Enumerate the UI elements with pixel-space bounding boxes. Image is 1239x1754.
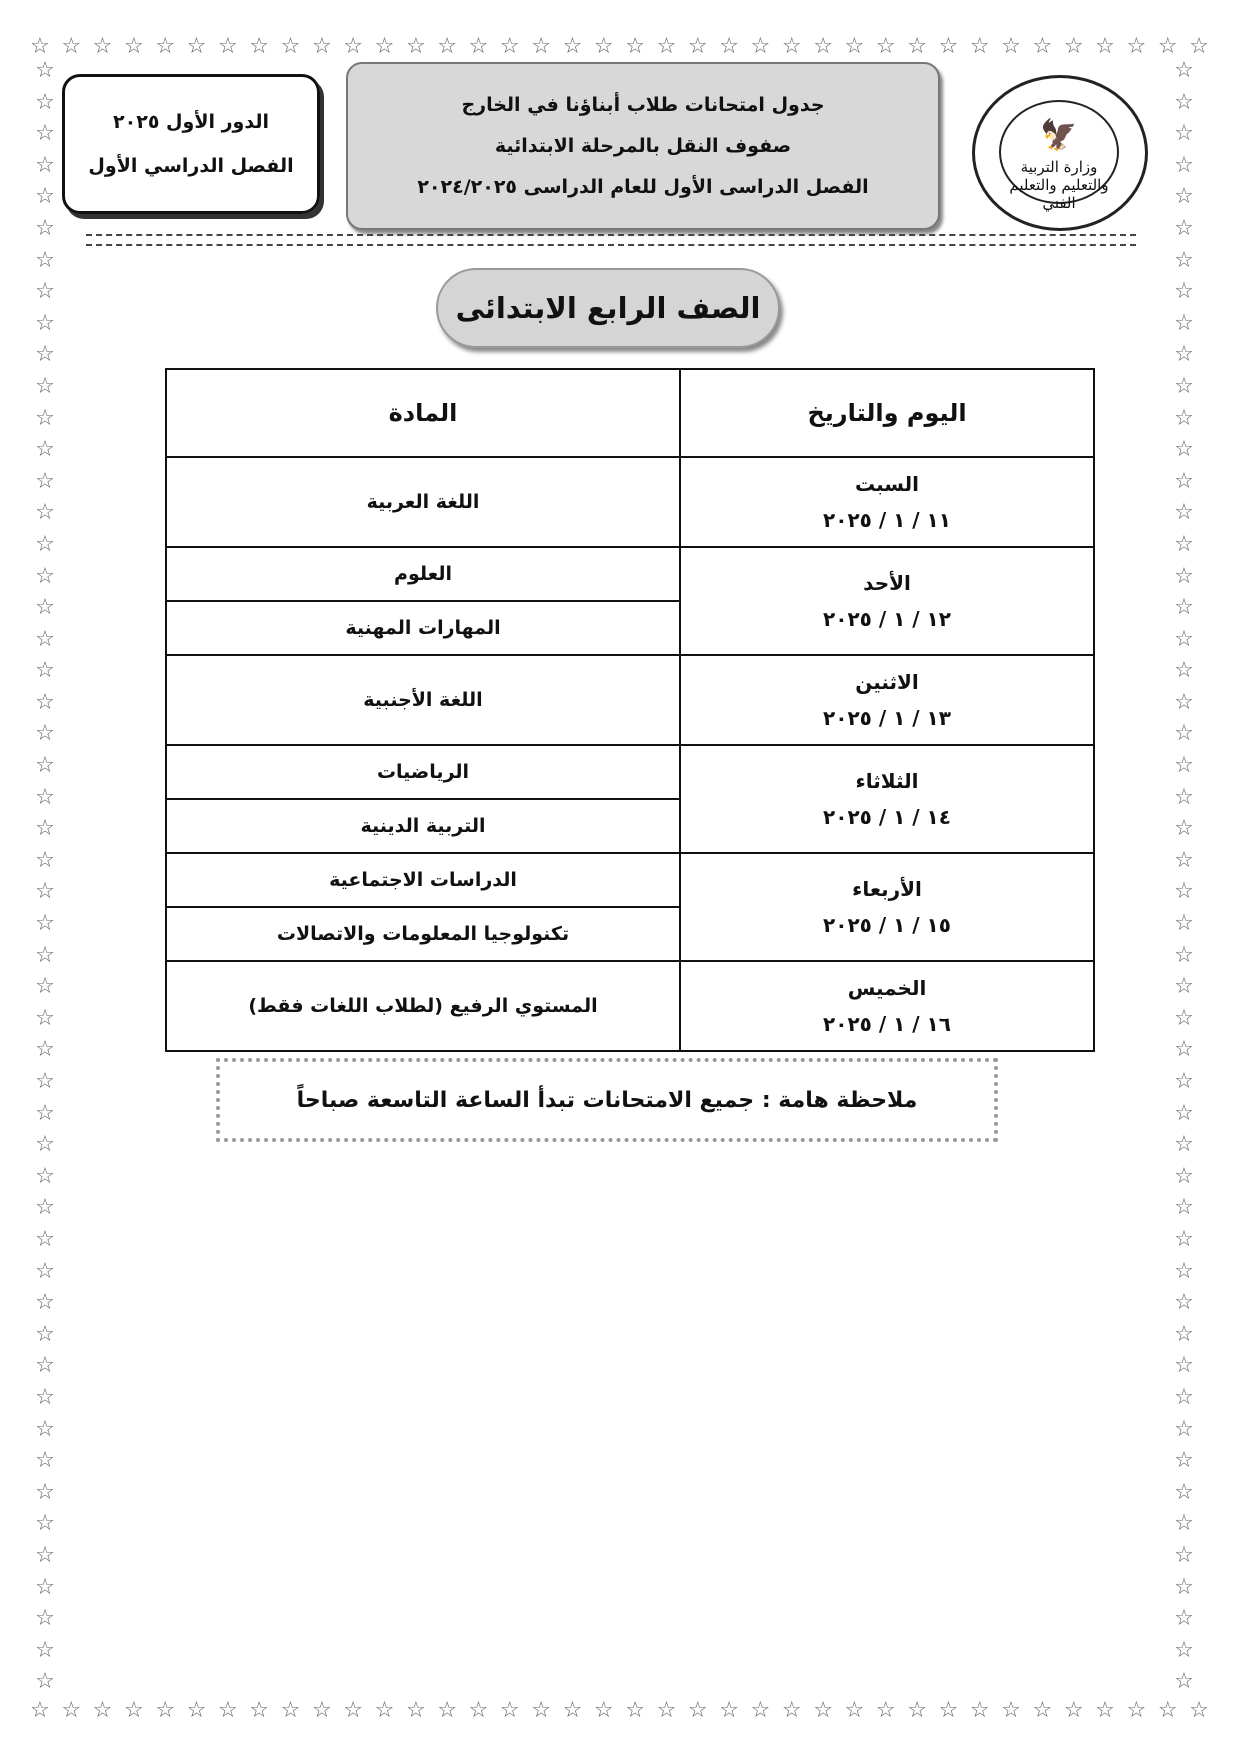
- star-outline-icon: ☆: [1174, 1037, 1194, 1063]
- star-outline-icon: ☆: [1174, 689, 1194, 715]
- star-outline-icon: ☆: [844, 34, 865, 59]
- star-outline-icon: ☆: [311, 34, 332, 59]
- star-outline-icon: ☆: [1174, 784, 1194, 810]
- star-outline-icon: ☆: [1174, 1448, 1194, 1474]
- star-outline-icon: ☆: [499, 34, 520, 59]
- star-outline-icon: ☆: [593, 1698, 614, 1723]
- star-outline-icon: ☆: [35, 531, 55, 557]
- star-outline-icon: ☆: [437, 34, 457, 59]
- star-outline-icon: ☆: [750, 34, 771, 59]
- subject-cell: تكنولوجيا المعلومات والاتصالات: [166, 907, 680, 961]
- star-outline-icon: ☆: [1174, 563, 1194, 589]
- star-outline-icon: ☆: [531, 34, 551, 59]
- table-header-row: [166, 369, 1094, 457]
- table-row: [166, 853, 1094, 907]
- star-outline-icon: ☆: [1174, 1226, 1194, 1252]
- star-outline-icon: ☆: [1032, 34, 1053, 59]
- star-outline-icon: ☆: [311, 1698, 332, 1723]
- star-outline-icon: ☆: [531, 1698, 551, 1723]
- star-outline-icon: ☆: [343, 1698, 364, 1723]
- star-outline-icon: ☆: [155, 34, 176, 59]
- star-outline-icon: ☆: [1174, 1542, 1194, 1568]
- star-outline-icon: ☆: [1174, 437, 1194, 463]
- ministry-logo: [972, 75, 1148, 231]
- star-outline-icon: ☆: [1174, 121, 1194, 147]
- star-outline-icon: ☆: [280, 34, 301, 59]
- star-outline-icon: ☆: [61, 34, 82, 59]
- star-outline-icon: ☆: [1063, 1698, 1084, 1723]
- star-outline-icon: ☆: [35, 1384, 55, 1410]
- subject-cell: التربية الدينية: [166, 799, 680, 853]
- star-outline-icon: ☆: [1174, 626, 1194, 652]
- star-outline-icon: ☆: [35, 753, 55, 779]
- star-outline-icon: ☆: [1174, 1005, 1194, 1031]
- star-outline-icon: ☆: [35, 1037, 55, 1063]
- star-outline-icon: ☆: [1174, 1321, 1194, 1347]
- header-title-line2: صفوف النقل بالمرحلة الابتدائية: [494, 134, 792, 157]
- star-outline-icon: ☆: [374, 1698, 395, 1723]
- star-outline-icon: ☆: [92, 34, 113, 59]
- star-outline-icon: ☆: [1174, 1290, 1194, 1316]
- subject-cell: المستوي الرفيع (لطلاب اللغات فقط): [166, 961, 680, 1051]
- star-outline-icon: ☆: [1174, 310, 1194, 336]
- star-outline-icon: ☆: [35, 626, 55, 652]
- star-outline-icon: ☆: [468, 34, 489, 59]
- star-outline-icon: ☆: [750, 1698, 771, 1723]
- star-outline-icon: ☆: [907, 34, 927, 59]
- star-outline-icon: ☆: [30, 1698, 50, 1723]
- star-outline-icon: ☆: [781, 34, 802, 59]
- exam-date: ١٤ / ١ / ٢٠٢٥: [823, 805, 951, 829]
- star-outline-icon: ☆: [969, 1698, 990, 1723]
- star-outline-icon: ☆: [343, 34, 364, 59]
- day-date-cell: [680, 961, 1094, 1051]
- day-name: الاثنين: [855, 670, 919, 694]
- star-outline-icon: ☆: [813, 34, 833, 59]
- day-date-cell: [680, 853, 1094, 961]
- star-outline-icon: ☆: [217, 1698, 238, 1723]
- document-header-box: [346, 62, 940, 230]
- star-outline-icon: ☆: [35, 879, 55, 905]
- star-outline-icon: ☆: [1174, 342, 1194, 368]
- day-date-cell: [680, 745, 1094, 853]
- star-outline-icon: ☆: [35, 721, 55, 747]
- star-outline-icon: ☆: [1174, 1637, 1194, 1663]
- term-label: الفصل الدراسي الأول: [88, 155, 294, 177]
- star-outline-icon: ☆: [35, 784, 55, 810]
- star-outline-icon: ☆: [35, 847, 55, 873]
- star-outline-icon: ☆: [625, 34, 645, 59]
- star-outline-icon: ☆: [1174, 1069, 1194, 1094]
- star-outline-icon: ☆: [1174, 58, 1194, 83]
- day-date-cell: [680, 457, 1094, 547]
- subject-cell: اللغة الأجنبية: [166, 655, 680, 745]
- header-title-line3: الفصل الدراسى الأول للعام الدراسى ٢٠٢٤/٢٠٢٥: [417, 175, 869, 198]
- star-outline-icon: ☆: [719, 34, 739, 59]
- star-outline-icon: ☆: [35, 595, 55, 621]
- important-note: ملاحظة هامة : جميع الامتحانات تبدأ الساعة التاسعة صباحاً: [216, 1058, 998, 1142]
- star-outline-icon: ☆: [593, 34, 614, 59]
- star-outline-icon: ☆: [35, 1511, 55, 1537]
- star-outline-icon: ☆: [875, 1698, 896, 1723]
- subject-cell: المهارات المهنية: [166, 601, 680, 655]
- star-outline-icon: ☆: [217, 34, 238, 59]
- star-outline-icon: ☆: [1174, 1479, 1194, 1505]
- star-outline-icon: ☆: [280, 1698, 301, 1723]
- star-outline-icon: ☆: [35, 89, 55, 115]
- star-outline-icon: ☆: [405, 1698, 426, 1723]
- star-outline-icon: ☆: [35, 1100, 55, 1126]
- star-outline-icon: ☆: [719, 1698, 739, 1723]
- star-outline-icon: ☆: [35, 279, 55, 305]
- star-outline-icon: ☆: [499, 1698, 520, 1723]
- day-name: الأحد: [863, 571, 911, 595]
- star-border-left: [30, 60, 60, 1694]
- star-outline-icon: ☆: [1174, 1353, 1194, 1379]
- star-outline-icon: ☆: [1174, 911, 1194, 937]
- star-outline-icon: ☆: [1174, 879, 1194, 905]
- star-outline-icon: ☆: [1174, 468, 1194, 494]
- star-outline-icon: ☆: [35, 1542, 55, 1568]
- exam-schedule-table: [165, 368, 1095, 1052]
- star-outline-icon: ☆: [1174, 1574, 1194, 1600]
- star-outline-icon: ☆: [123, 1698, 144, 1723]
- star-outline-icon: ☆: [562, 34, 583, 59]
- star-outline-icon: ☆: [1001, 1698, 1021, 1723]
- star-outline-icon: ☆: [1189, 34, 1209, 59]
- star-outline-icon: ☆: [35, 437, 55, 463]
- star-outline-icon: ☆: [1174, 753, 1194, 779]
- star-outline-icon: ☆: [1174, 405, 1194, 431]
- star-outline-icon: ☆: [35, 1005, 55, 1031]
- star-outline-icon: ☆: [1001, 34, 1021, 59]
- star-outline-icon: ☆: [1174, 658, 1194, 684]
- table-row: [166, 655, 1094, 745]
- star-outline-icon: ☆: [35, 658, 55, 684]
- star-outline-icon: ☆: [30, 34, 50, 59]
- star-outline-icon: ☆: [1095, 1698, 1115, 1723]
- star-outline-icon: ☆: [35, 373, 55, 399]
- star-outline-icon: ☆: [562, 1698, 583, 1723]
- star-outline-icon: ☆: [35, 816, 55, 842]
- star-outline-icon: ☆: [687, 34, 708, 59]
- day-name: الخميس: [847, 976, 927, 1000]
- star-outline-icon: ☆: [35, 247, 55, 273]
- star-outline-icon: ☆: [813, 1698, 833, 1723]
- star-outline-icon: ☆: [35, 1163, 55, 1189]
- star-outline-icon: ☆: [35, 911, 55, 937]
- subject-cell: الدراسات الاجتماعية: [166, 853, 680, 907]
- star-outline-icon: ☆: [1174, 247, 1194, 273]
- eagle-emblem-icon: 🦅: [1040, 118, 1078, 153]
- day-date-cell: [680, 655, 1094, 745]
- star-outline-icon: ☆: [35, 1132, 55, 1158]
- star-outline-icon: ☆: [781, 1698, 802, 1723]
- star-outline-icon: ☆: [1174, 152, 1194, 178]
- star-outline-icon: ☆: [35, 215, 55, 241]
- star-outline-icon: ☆: [1174, 1258, 1194, 1284]
- star-outline-icon: ☆: [35, 1195, 55, 1221]
- star-outline-icon: ☆: [35, 468, 55, 494]
- logo-inner-ring: [999, 100, 1119, 212]
- subject-cell: اللغة العربية: [166, 457, 680, 547]
- day-date-cell: [680, 547, 1094, 655]
- grade-title: الصف الرابع الابتدائى: [436, 268, 780, 348]
- star-outline-icon: ☆: [1174, 1195, 1194, 1221]
- star-outline-icon: ☆: [35, 689, 55, 715]
- star-outline-icon: ☆: [1063, 34, 1084, 59]
- exam-date: ١٥ / ١ / ٢٠٢٥: [823, 913, 951, 937]
- star-outline-icon: ☆: [687, 1698, 708, 1723]
- star-outline-icon: ☆: [1174, 1669, 1194, 1695]
- star-outline-icon: ☆: [186, 34, 207, 59]
- subject-cell: العلوم: [166, 547, 680, 601]
- star-outline-icon: ☆: [35, 342, 55, 368]
- star-border-bottom: [30, 1696, 1209, 1726]
- subject-cell: الرياضيات: [166, 745, 680, 799]
- star-outline-icon: ☆: [1174, 1606, 1194, 1632]
- star-outline-icon: ☆: [1174, 500, 1194, 526]
- star-outline-icon: ☆: [35, 1669, 55, 1695]
- header-divider: [86, 234, 1136, 246]
- session-box: [62, 74, 320, 214]
- star-border-top: [30, 32, 1209, 62]
- star-outline-icon: ☆: [123, 34, 144, 59]
- star-outline-icon: ☆: [1157, 34, 1178, 59]
- star-outline-icon: ☆: [35, 1574, 55, 1600]
- star-outline-icon: ☆: [437, 1698, 457, 1723]
- star-outline-icon: ☆: [35, 1606, 55, 1632]
- star-outline-icon: ☆: [1126, 34, 1147, 59]
- day-name: السبت: [854, 472, 920, 496]
- logo-text: وزارة التربية والتعليم والتعليم الفني: [1009, 158, 1109, 212]
- star-outline-icon: ☆: [374, 34, 395, 59]
- table-row: [166, 547, 1094, 601]
- star-outline-icon: ☆: [35, 310, 55, 336]
- star-outline-icon: ☆: [907, 1698, 927, 1723]
- table-row: [166, 457, 1094, 547]
- star-outline-icon: ☆: [1157, 1698, 1178, 1723]
- star-outline-icon: ☆: [35, 1448, 55, 1474]
- star-outline-icon: ☆: [1032, 1698, 1053, 1723]
- star-outline-icon: ☆: [969, 34, 990, 59]
- star-outline-icon: ☆: [625, 1698, 645, 1723]
- star-outline-icon: ☆: [1126, 1698, 1147, 1723]
- table-row: [166, 961, 1094, 1051]
- star-outline-icon: ☆: [1174, 215, 1194, 241]
- exam-date: ١٦ / ١ / ٢٠٢٥: [823, 1012, 951, 1036]
- day-name: الأربعاء: [852, 877, 922, 901]
- star-outline-icon: ☆: [35, 942, 55, 968]
- star-outline-icon: ☆: [35, 1353, 55, 1379]
- star-outline-icon: ☆: [35, 563, 55, 589]
- star-outline-icon: ☆: [1174, 595, 1194, 621]
- star-outline-icon: ☆: [186, 1698, 207, 1723]
- star-outline-icon: ☆: [249, 34, 270, 59]
- day-date-header: اليوم والتاريخ: [680, 369, 1094, 457]
- star-outline-icon: ☆: [1174, 847, 1194, 873]
- star-outline-icon: ☆: [35, 58, 55, 83]
- header-title-line1: جدول امتحانات طلاب أبناؤنا في الخارج: [461, 93, 825, 116]
- star-outline-icon: ☆: [35, 1258, 55, 1284]
- subject-header: المادة: [166, 369, 680, 457]
- day-name: الثلاثاء: [855, 769, 919, 793]
- star-outline-icon: ☆: [92, 1698, 113, 1723]
- star-outline-icon: ☆: [35, 405, 55, 431]
- star-outline-icon: ☆: [35, 1290, 55, 1316]
- star-outline-icon: ☆: [1174, 279, 1194, 305]
- exam-date: ١١ / ١ / ٢٠٢٥: [823, 508, 951, 532]
- star-outline-icon: ☆: [405, 34, 426, 59]
- star-outline-icon: ☆: [1174, 1100, 1194, 1126]
- star-outline-icon: ☆: [249, 1698, 270, 1723]
- star-outline-icon: ☆: [938, 1698, 959, 1723]
- star-outline-icon: ☆: [1174, 974, 1194, 1000]
- star-outline-icon: ☆: [1174, 721, 1194, 747]
- star-outline-icon: ☆: [1174, 373, 1194, 399]
- star-outline-icon: ☆: [1174, 1132, 1194, 1158]
- star-outline-icon: ☆: [35, 1321, 55, 1347]
- star-outline-icon: ☆: [35, 1416, 55, 1442]
- star-outline-icon: ☆: [1174, 816, 1194, 842]
- star-outline-icon: ☆: [35, 1637, 55, 1663]
- star-outline-icon: ☆: [1174, 1511, 1194, 1537]
- star-outline-icon: ☆: [1174, 1163, 1194, 1189]
- star-outline-icon: ☆: [61, 1698, 82, 1723]
- star-outline-icon: ☆: [1174, 1416, 1194, 1442]
- star-outline-icon: ☆: [1095, 34, 1115, 59]
- star-outline-icon: ☆: [35, 500, 55, 526]
- star-outline-icon: ☆: [938, 34, 959, 59]
- star-outline-icon: ☆: [468, 1698, 489, 1723]
- star-outline-icon: ☆: [1174, 531, 1194, 557]
- star-outline-icon: ☆: [155, 1698, 176, 1723]
- exam-date: ١٢ / ١ / ٢٠٢٥: [823, 607, 951, 631]
- star-outline-icon: ☆: [1174, 942, 1194, 968]
- star-outline-icon: ☆: [1174, 89, 1194, 115]
- star-outline-icon: ☆: [35, 1069, 55, 1094]
- star-outline-icon: ☆: [35, 152, 55, 178]
- star-outline-icon: ☆: [1174, 1384, 1194, 1410]
- star-border-right: [1169, 60, 1199, 1694]
- star-outline-icon: ☆: [35, 184, 55, 210]
- star-outline-icon: ☆: [656, 34, 677, 59]
- star-outline-icon: ☆: [656, 1698, 677, 1723]
- session-label: الدور الأول ٢٠٢٥: [113, 111, 269, 133]
- exam-date: ١٣ / ١ / ٢٠٢٥: [823, 706, 951, 730]
- star-outline-icon: ☆: [875, 34, 896, 59]
- star-outline-icon: ☆: [35, 1226, 55, 1252]
- star-outline-icon: ☆: [1189, 1698, 1209, 1723]
- table-row: [166, 745, 1094, 799]
- star-outline-icon: ☆: [35, 121, 55, 147]
- star-outline-icon: ☆: [35, 974, 55, 1000]
- star-outline-icon: ☆: [844, 1698, 865, 1723]
- star-outline-icon: ☆: [1174, 184, 1194, 210]
- star-outline-icon: ☆: [35, 1479, 55, 1505]
